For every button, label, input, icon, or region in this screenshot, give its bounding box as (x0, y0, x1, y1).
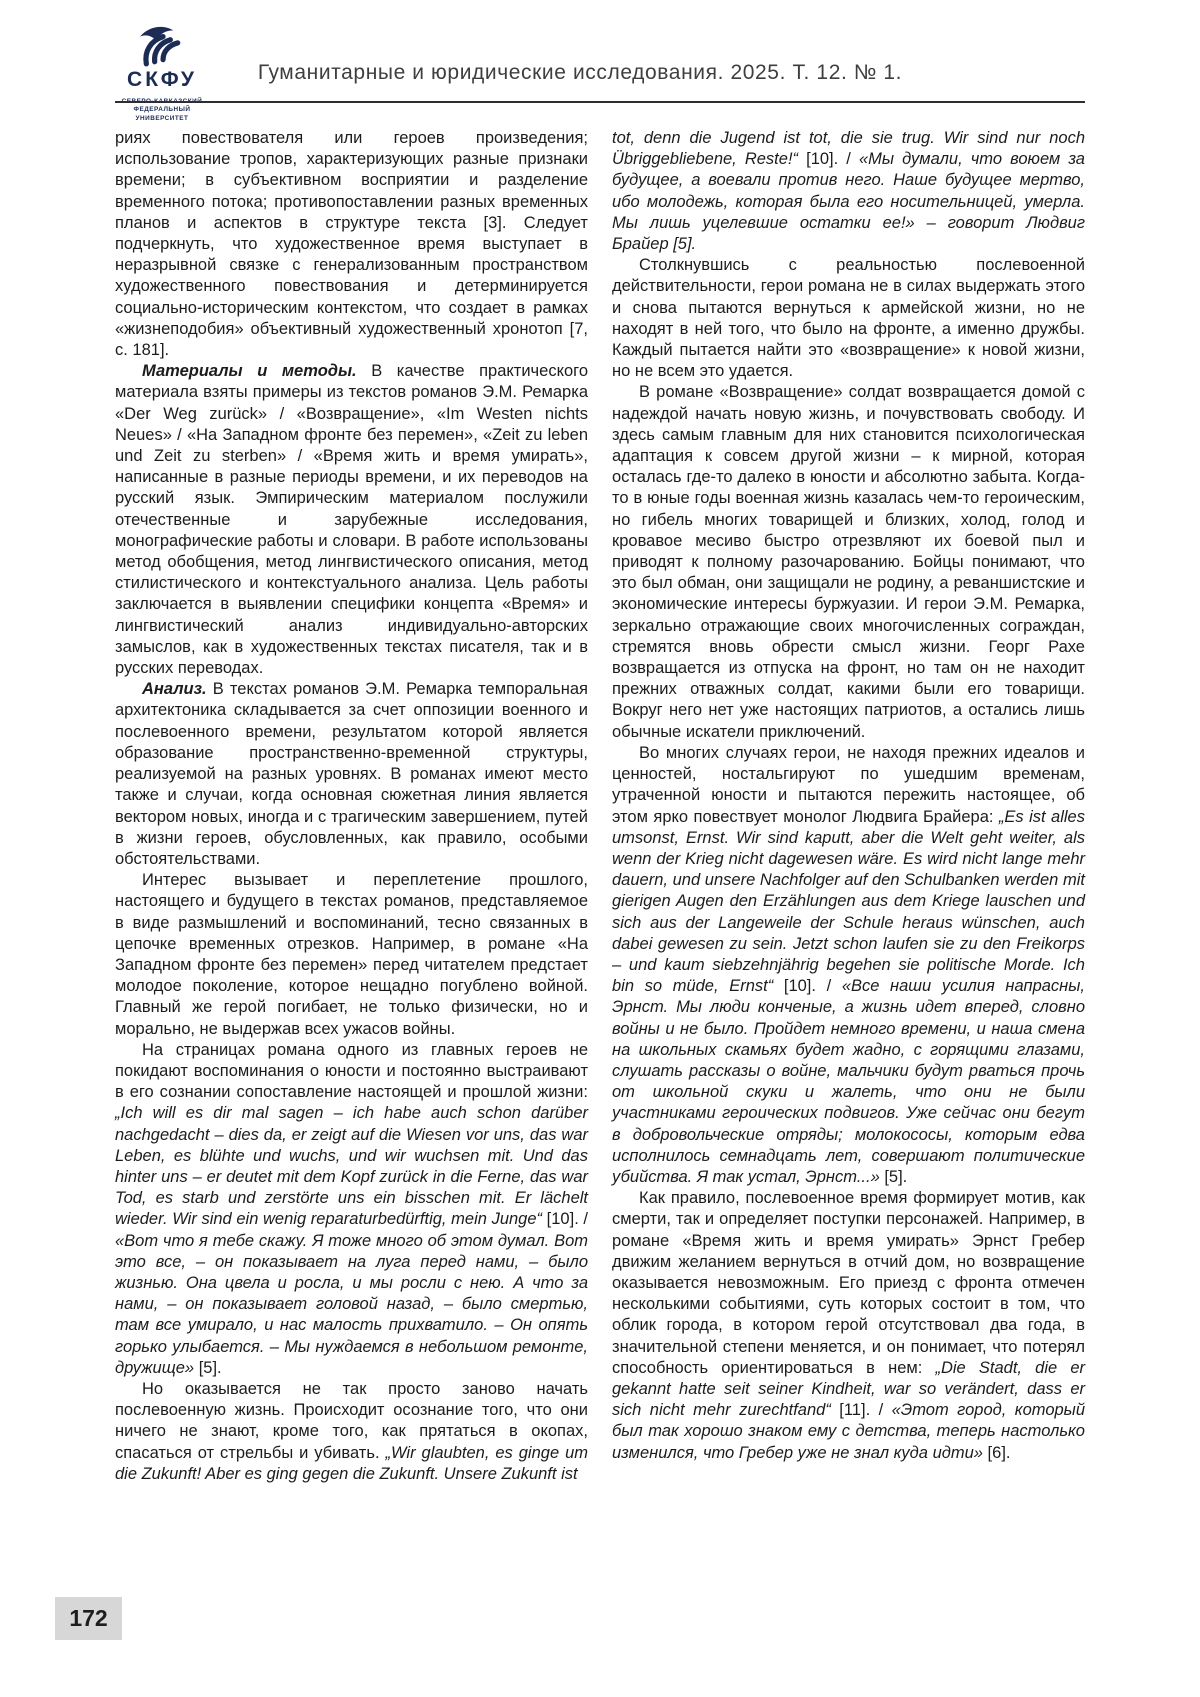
paragraph (612, 255, 1085, 382)
paragraph (115, 870, 588, 1040)
logo-acronym: СКФУ (127, 68, 197, 91)
text-run: tot, denn die Jugend ist tot, die sie trug. Wir sind nur noch Übriggebliebene, Reste!“ (612, 129, 1085, 169)
text-run: Но оказывается не так просто заново начать послевоенную жизнь. Происходит осознание того, что они ничего не знают, кроме того, как прятаться в окопах, спасаться от стрельбы и убивать. (115, 1379, 588, 1462)
text-run: [10]. / (773, 977, 842, 996)
paragraph (612, 1188, 1085, 1464)
text-run: Столкнувшись с реальностью послевоенной действительности, герои романа не в силах выдержать этого и снова пытаются вернуться к армейской жизни, но не находят в ней того, что было на фронте, а именно дружбы. Каждый пытается найти это «возвращение» к новой жизни, но не всем это удается. (612, 256, 1085, 381)
text-run: «Этот город, который был так хорошо знаком ему с детства, теперь настолько изменился, что Гребер уже не знал куда идти» (612, 1401, 1085, 1462)
text-run: „Die Stadt, die er gekannt hatte seit seiner Kindheit, war so verändert, dass er sich nicht mehr zurechtfand“ (612, 1358, 1086, 1420)
paragraph (612, 382, 1085, 742)
header-divider (115, 101, 1085, 103)
text-run: Анализ. (142, 680, 207, 699)
text-run: «Вот что я тебе скажу. Я тоже много об этом думал. Вот это все, – он показывает на луга перед нами, – было жизнью. Она цвела и росла, и мы росли с нею. А что за нами, – он показывает головой назад, – было смертью, там все умирало, и нас малость прихватило. – Он опять горько улыбается. – Мы нуждаемся в небольшом ремонте, дружище» (115, 1231, 588, 1377)
text-run: Материалы и методы. (142, 362, 357, 381)
paragraph (115, 679, 588, 870)
right-column (612, 128, 1085, 1485)
paragraph (115, 361, 588, 679)
paragraph (612, 743, 1085, 1188)
text-run: Во многих случаях герои, не находя прежних идеалов и ценностей, ностальгируют по ушедшим временам, утраченной юности и пытаются пережить настоящее, об этом ярко повествует монолог Людвига Брайера: (612, 743, 1085, 826)
text-run: [10]. / (798, 150, 859, 169)
text-run: [10]. / (542, 1210, 589, 1229)
text-run: риях повествователя или героев произведения; использование тропов, характеризующих разные признаки времени; в субъективном восприятии и разделение временного потока; противопоставлении разных временных планов и аспектов в структуре текста [3]. Следует подчеркнуть, что художественное время выступает в неразрывной связке с генерализованным пространством художественного повествования и детерминируется социально-историческим контекстом, что создает в рамках «жизнеподобия» объективный художественный хронотоп [7, с. 181]. (115, 129, 588, 360)
text-run: [5]. (879, 1167, 908, 1186)
logo-subtitle-line2: ФЕДЕРАЛЬНЫЙ УНИВЕРСИТЕТ (133, 106, 191, 122)
paragraph (115, 1040, 588, 1379)
left-column (115, 128, 588, 1485)
page-number-badge: 172 (55, 1597, 122, 1640)
text-run: „Ich will es dir mal sagen – ich habe auch schon darüber nachgedacht – dies da, er zeigt auf die Wiesen vor uns, das war Leben, es blühte und wuchs, und wir wuchsen mit. Und das hinter uns – er deutet mit dem Kopf zurück in die Ferne, das war Tod, es starb und zerstörte uns ein bisschen mit. Er lächelt wieder. Wir sind ein wenig reparaturbedürftig, mein Junge“ (115, 1104, 588, 1229)
text-run: Как правило, послевоенное время формирует мотив, как смерти, так и определяет поступки персонажей. Например, в романе «Время жить и время умирать» Эрнст Гребер движим желанием вернуться в отчий дом, но возвращение оказывается невозможным. Его приезд с фронта отмечен несколькими событиями, суть которых состоит в том, что облик города, в котором герой отсутствовал два года, в значительной степени меняется, и он понимает, что потерял способность ориентироваться в нем: (612, 1189, 1085, 1377)
logo-subtitle-line1: СЕВЕРО-КАВКАЗСКИЙ (121, 98, 203, 105)
journal-title: Гуманитарные и юридические исследования. 2025. Т. 12. № 1. (257, 61, 903, 84)
text-run: „Es ist alles umsonst, Ernst. Wir sind kaputt, aber die Welt geht weiter, als wenn der Krieg nicht dagewesen wäre. Es wird nicht lange mehr dauern, und unsere Nachfolger auf den Schulbanken werden mit gierigen Augen den Erzählungen aus dem Kriege lauschen und sich aus der Langeweile der Schule heraus wünschen, auch dabei gewesen zu sein. Jetzt schon laufen sie zu den Freikorps – und kaum siebzehnjährig begehen sie politische Morde. Ich bin so müde, Ernst“ (612, 807, 1085, 996)
text-run: «Мы думали, что воюем за будущее, а воевали против него. Наше будущее мертво, ибо молодежь, которая была его носительницей, умерла. Мы лишь уцелевшие остатки ее!» – говорит Людвиг Брайер [5]. (612, 150, 1085, 254)
text-run: В текстах романов Э.М. Ремарка темпоральная архитектоника складывается за счет оппозиции военного и послевоенного времени, результатом которой является образование пространственно-временной структуры, реализуемой на разных уровнях. В романах имеют место также и случаи, когда основная сюжетная линия является вектором новых, иногда и с трагическим завершением, путей в жизни героев, обусловленных, как правило, особыми обстоятельствами. (115, 680, 588, 868)
text-run: Интерес вызывает и переплетение прошлого, настоящего и будущего в текстах романов, представляемое в виде размышлений и воспоминаний, тесно связанных в цепочке временных отрезков. Например, в романе «На Западном фронте без перемен» перед читателем предстает молодое поколение, которое нещадно погублено войной. Главный же герой погибает, не только физически, но и морально, не выдержав всех ужасов войны. (115, 871, 588, 1038)
paragraph (115, 1379, 588, 1485)
text-run: В качестве практического материала взяты примеры из текстов романов Э.М. Ремарка «Der Weg zurück» / «Возвращение», «Im Westen nichts Neues» / «На Западном фронте без перемен», «Zeit zu leben und Zeit zu sterben» / «Время жить и время умирать», написанные в разные периоды времени, и их переводов на русский язык. Эмпирическим материалом послужили отечественные и зарубежные исследования, монографические работы и словари. В работе использованы метод обобщения, метод лингвистического описания, метод стилистического и контекстуального анализа. Цель работы заключается в выявлении специфики концепта «Время» и лингвистический анализ индивидуально-авторских замыслов, как в художественных текстах писателя, так и в русских переводах. (115, 362, 588, 678)
text-run: [11]. / (830, 1401, 892, 1420)
text-run: „Wir glaubten, es ginge um die Zukunft! Aber es ging gegen die Zukunft. Unsere Zukunft ist (115, 1443, 588, 1483)
text-run: На страницах романа одного из главных героев не покидают воспоминания о юности и постоянно выстраивают в его сознании сопоставление настоящей и прошлой жизни: (115, 1040, 588, 1102)
article-body (115, 128, 1085, 1485)
text-run: «Все наши усилия напрасны, Эрнст. Мы люди конченые, а жизнь идет вперед, словно войны и не было. Пройдет немного времени, и наша смена на школьных скамьях будет жадно, с горящими глазами, слушать рассказы о войне, мальчики будут рваться прочь от школьной скуки и жалеть, что они не были участниками героических подвигов. Уже сейчас они бегут в добровольческие отряды; молокососы, которым едва исполнилось семнадцать лет, совершают политические убийства. Я так устал, Эрнст...» (612, 977, 1085, 1186)
text-run: В романе «Возвращение» солдат возвращается домой с надеждой начать новую жизнь, и почувствовать свободу. И здесь самым главным для них становится психологическая адаптация к совсем другой жизни – к мирной, которая осталась где-то далеко в юности и абсолютно забыта. Когда-то в юные годы военная жизнь казалась чем-то героическим, но гибель многих товарищей и близких, холод, голод и кровавое месиво быстро отрезвляют их боевой пыл и приводят к полному разочарованию. Бойцы понимают, что это был обман, они защищали не родину, а реваншистские и экономические интересы буржуазии. И герои Э.М. Ремарка, зеркально отражающие своих многочисленных сограждан, стремятся вновь обрести смысл жизни. Георг Рахе возвращается из отпуска на фронт, но там он не находит прежних отважных солдат, какими были его товарищи. Вокруг него нет уже настоящих патриотов, а остались лишь обычные искатели приключений. (612, 383, 1085, 741)
eagle-icon (135, 22, 189, 68)
paragraph (115, 128, 588, 361)
text-run: [5]. (194, 1358, 222, 1377)
paragraph (612, 128, 1085, 255)
text-run: [6]. (982, 1443, 1011, 1462)
